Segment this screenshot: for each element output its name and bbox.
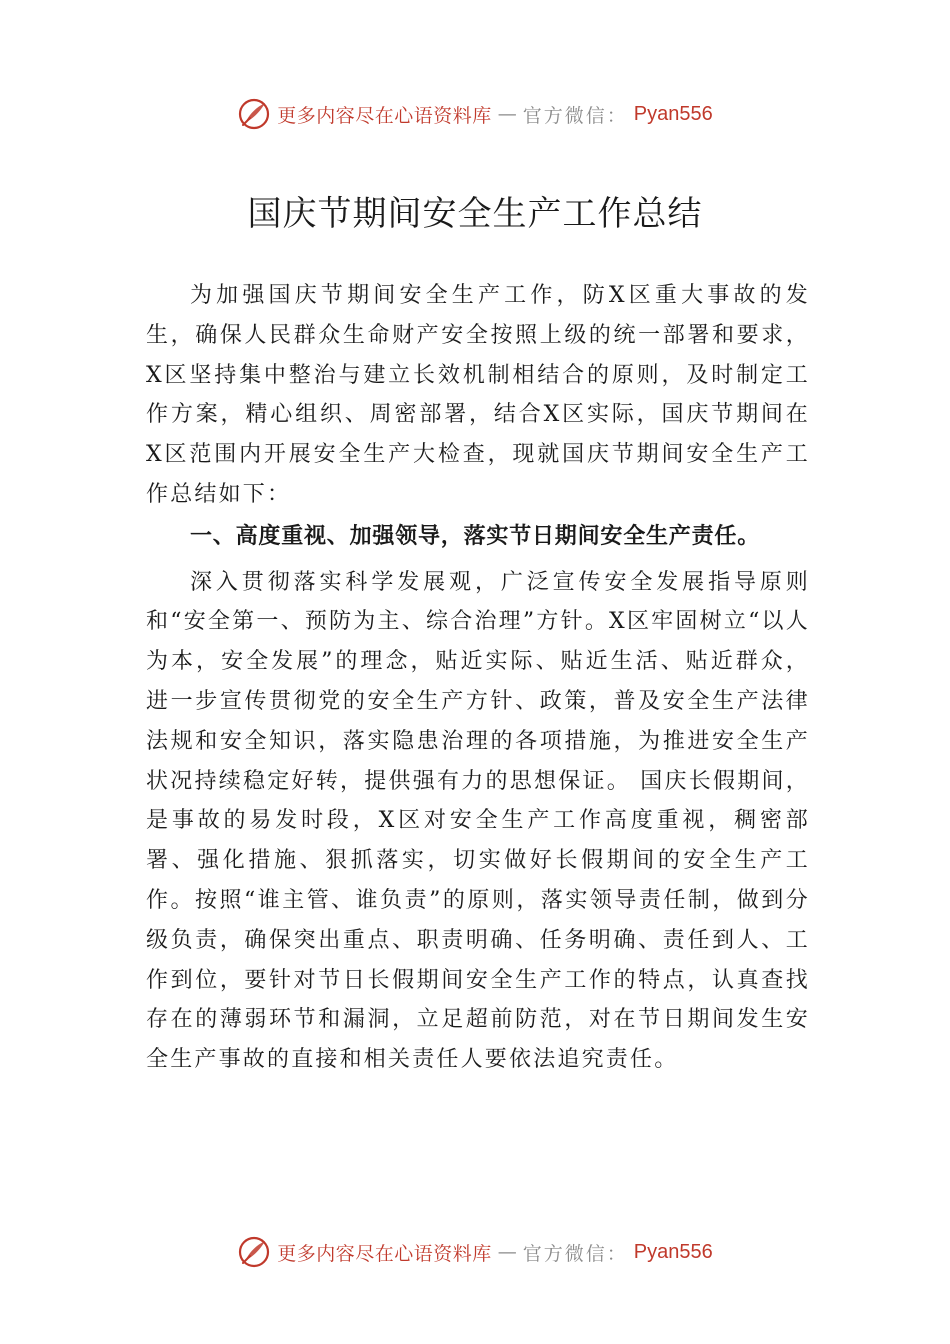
banner-wechat-label: 官方微信： <box>522 1242 628 1265</box>
document-body <box>146 276 810 1080</box>
quill-pen-icon <box>237 1235 271 1269</box>
header-banner <box>0 94 950 134</box>
banner-slogan: 更多内容尽在心语资料库 <box>277 1242 492 1265</box>
section-heading: 一、高度重视、加强领导，落实节日期间安全生产责任。 <box>190 523 761 549</box>
quill-pen-icon <box>237 97 271 131</box>
banner-wechat-id: Pyan556 <box>633 102 713 125</box>
banner-slogan: 更多内容尽在心语资料库 <box>277 104 492 127</box>
banner-separator: — <box>497 1241 517 1263</box>
intro-paragraph: 为加强国庆节期间安全生产工作，防X区重大事故的发生，确保人民群众生命财产安全按照上级的统一部署和要求，X区坚持集中整治与建立长效机制相结合的原则，及时制定工作方案，精心组织、周密部署，结合X区实际，国庆节期间在X区范围内开展安全生产大检查，现就国庆节期间安全生产工作总结如下： <box>146 283 810 507</box>
banner-wechat-label: 官方微信： <box>522 104 628 127</box>
banner-separator: — <box>497 103 517 125</box>
body-paragraph: 深入贯彻落实科学发展观，广泛宣传安全发展指导原则和“安全第一、预防为主、综合治理”方针。X区牢固树立“以人为本，安全发展”的理念，贴近实际、贴近生活、贴近群众，进一步宣传贯彻党的安全生产方针、政策，普及安全生产法律法规和安全知识，落实隐患治理的各项措施，为推进安全生产状况持续稳定好转，提供强有力的思想保证。 国庆长假期间，是事故的易发时段，X区对安全生产工作高度重视，稠密部署、强化措施、狠抓落实，切实做好长假期间的安全生产工作。按照“谁主管、谁负责”的原则，落实领导责任制，做到分级负责，确保突出重点、职责明确、任务明确、责任到人、工作到位，要针对节日长假期间安全生产工作的特点，认真查找存在的薄弱环节和漏洞，立足超前防范，对在节日期间发生安全生产事故的直接和相关责任人要依法追究责任。 <box>146 569 810 1073</box>
footer-banner <box>0 1232 950 1272</box>
banner-wechat-id: Pyan556 <box>633 1240 713 1263</box>
document-title: 国庆节期间安全生产工作总结 <box>247 194 703 234</box>
